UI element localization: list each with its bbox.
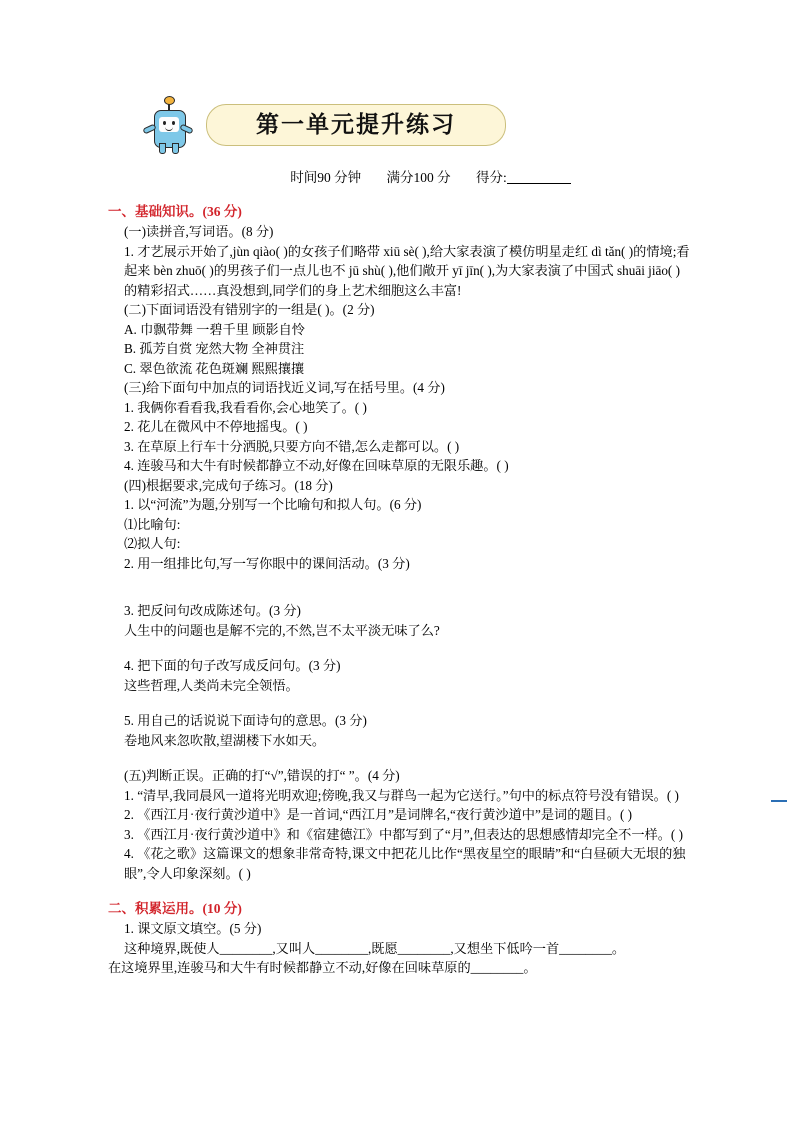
question-line: 4. 连骏马和大牛有时候都静立不动,好像在回味草原的无限乐趣。( ): [124, 458, 509, 473]
question-line: 卷地风来忽吹散,望湖楼下水如天。: [124, 732, 326, 748]
question-line: (一)读拼音,写词语。(8 分): [124, 224, 274, 239]
fill-in-line[interactable]: 这种境界,既使人________,又叫人________,既愿________,又想坐下低吟一首________。: [124, 940, 626, 956]
score-blank[interactable]: [507, 169, 571, 184]
answer-space[interactable]: [108, 750, 693, 766]
option-line[interactable]: A. 巾飘带舞 一碧千里 顾影自怜: [124, 321, 305, 337]
page-title: 第一单元提升练习: [256, 112, 456, 137]
answer-line[interactable]: ⑵拟人句:: [124, 536, 181, 551]
answer-line[interactable]: ⑴比喻句:: [124, 516, 181, 532]
question-line: (二)下面词语没有错别字的一组是( )。(2 分): [124, 302, 375, 317]
question-line: 2. 花儿在微风中不停地摇曳。( ): [124, 419, 308, 434]
question-line: 2. 用一组排比句,写一写你眼中的课间活动。(3 分): [124, 555, 410, 571]
question-line: 5. 用自己的话说说下面诗句的意思。(3 分): [124, 713, 367, 728]
worksheet-content: [108, 96, 693, 978]
question-line: 1. 我俩你看看我,我看看你,会心地笑了。( ): [124, 399, 367, 415]
question-line: 1. 才艺展示开始了,jùn qiào( )的女孩子们略带 xiū sè( ),给大家表演了模仿明星走红 dì tǎn( )的情境;看起来 bèn zhuō( )的男孩子们一点儿也不 jū shù( ),他们敞开 yī jīn( ),为大家表演了中国式 shuāi jiāo( )的精彩招式……真没想到,同学们的身上艺术细胞这么丰富!: [124, 243, 690, 298]
question-line: 这些哲理,人类尚未完全领悟。: [124, 677, 299, 693]
question-line: 1. 课文原文填空。(5 分): [124, 921, 262, 936]
question-line: 3. 在草原上行车十分洒脱,只要方向不错,怎么走都可以。( ): [124, 438, 460, 454]
section-heading-basics: 一、基础知识。(36 分): [108, 204, 242, 219]
question-line: 3. 把反问句改成陈述句。(3 分): [124, 603, 301, 618]
exam-score-label: 得分:: [475, 170, 507, 185]
question-line: 3. 《西江月·夜行黄沙道中》和《宿建德江》中都写到了“月”,但表达的思想感情却完全不一样。( ): [124, 826, 683, 842]
exam-meta: [108, 166, 693, 186]
question-line: 2. 《西江月·夜行黄沙道中》是一首词,“西江月”是词牌名,“夜行黄沙道中”是词的题目。( ): [124, 807, 633, 822]
question-line: (五)判断正误。正确的打“√”,错误的打“ ”。(4 分): [124, 768, 400, 783]
question-line: 人生中的问题也是解不完的,不然,岂不太平淡无味了么?: [124, 622, 440, 638]
question-line: 1. “清早,我同晨风一道将光明欢迎;傍晚,我又与群鸟一起为它送行。”句中的标点符号没有错误。( ): [124, 787, 679, 803]
title-row: [108, 96, 693, 158]
section-heading-accumulation: 二、积累运用。(10 分): [108, 901, 242, 916]
option-line[interactable]: B. 孤芳自赏 宠然大物 全神贯注: [124, 341, 305, 356]
exam-full-score: 满分100 分: [386, 170, 451, 185]
robot-mascot-icon: [144, 96, 198, 154]
question-line: (三)给下面句中加点的词语找近义词,写在括号里。(4 分): [124, 380, 445, 395]
option-line[interactable]: C. 翠色欲流 花色斑斓 熙熙攘攘: [124, 360, 305, 376]
exam-time: 时间90 分钟: [290, 170, 362, 185]
question-line: (四)根据要求,完成句子练习。(18 分): [124, 477, 333, 493]
answer-space[interactable]: [108, 695, 693, 711]
question-line: 4. 《花之歌》这篇课文的想象非常奇特,课文中把花儿比作“黑夜星空的眼睛”和“白昼硕大无垠的独眼”,令人印象深刻。( ): [124, 846, 686, 881]
question-line: 1. 以“河流”为题,分别写一个比喻句和拟人句。(6 分): [124, 497, 422, 512]
answer-space[interactable]: [108, 573, 693, 601]
question-line: 4. 把下面的句子改写成反问句。(3 分): [124, 658, 341, 673]
answer-space[interactable]: [108, 640, 693, 656]
fill-in-line[interactable]: 在这境界里,连骏马和大牛有时候都静立不动,好像在回味草原的________。: [108, 960, 537, 975]
margin-mark: [771, 800, 787, 802]
